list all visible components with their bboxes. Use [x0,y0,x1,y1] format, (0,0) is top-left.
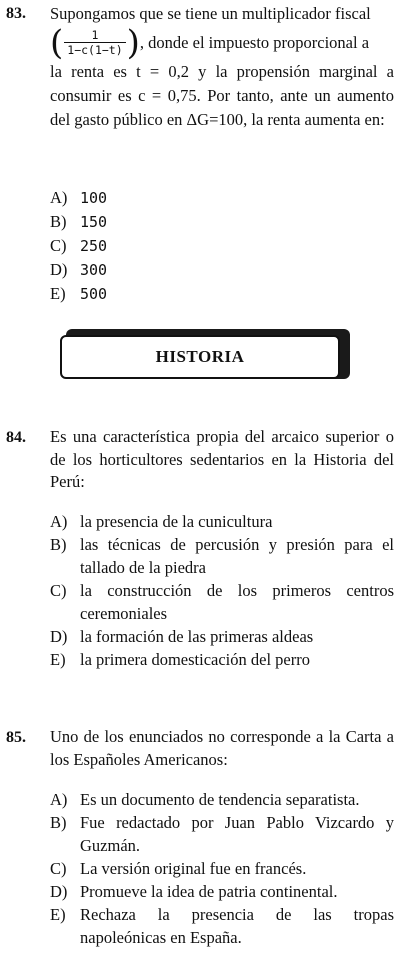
option-c[interactable]: C) La versión original fue en francés. [50,859,307,878]
question-text-rest: la renta es t = 0,2 y la propensión marginal a consumir es c = 0,75. Por tanto, ante un aumento del gasto público en ΔG=100, la renta aumenta en: [50,62,394,129]
option-d[interactable]: D) 300 [50,260,108,279]
option-d[interactable]: D) la formación de las primeras aldeas [50,627,314,646]
option-a[interactable]: A) Es un documento de tendencia separatista. [50,790,360,809]
option-d[interactable]: D) Promueve la idea de patria continental. [50,882,338,901]
multiplier-fraction: ( $\frac{1}{1-c(1-t)}$ ) [50,23,140,63]
option-b[interactable]: B) 150 [50,212,108,231]
question-number: 83. [6,5,26,22]
section-banner [60,333,344,383]
banner-box [60,335,340,379]
question-text [50,2,394,132]
question-number: 85. [6,729,26,746]
option-e[interactable]: E) la primera domesticación del perro [50,650,310,669]
option-e[interactable]: E) Rechaza la presencia de las tropas napoleónicas en España. [50,905,394,947]
options-list [50,510,394,671]
options-list [50,186,394,306]
question-text-line-1: Supongamos que se tiene un multiplicador fiscal [50,4,371,23]
option-b[interactable]: B) las técnicas de percusión y presión para el tallado de la piedra [50,535,394,577]
question-text: Uno de los enunciados no corresponde a la Carta a los Españoles Americanos: [50,727,394,769]
option-a[interactable]: A) 100 [50,188,108,207]
option-e[interactable]: E) 500 [50,284,108,303]
question-text-line-2 [50,23,394,63]
option-a[interactable]: A) la presencia de la cunicultura [50,512,273,531]
fraction-denominator: 1−c(1−t) [64,42,125,57]
question-number: 84. [6,429,26,446]
fraction-numerator: 1 [91,28,99,42]
options-list [50,788,394,949]
option-b[interactable]: B) Fue redactado por Juan Pablo Vizcardo y Guzmán. [50,813,394,855]
question-text-line-2-rest: , donde el impuesto proporcional a [139,33,370,52]
option-c[interactable]: C) 250 [50,236,108,255]
section-title: HISTORIA [155,347,245,366]
option-c[interactable]: C) la construcción de los primeros centros ceremoniales [50,581,394,623]
question-text: Es una característica propia del arcaico superior o de los horticultores sedentarios en la Historia del Perú: [50,427,394,491]
